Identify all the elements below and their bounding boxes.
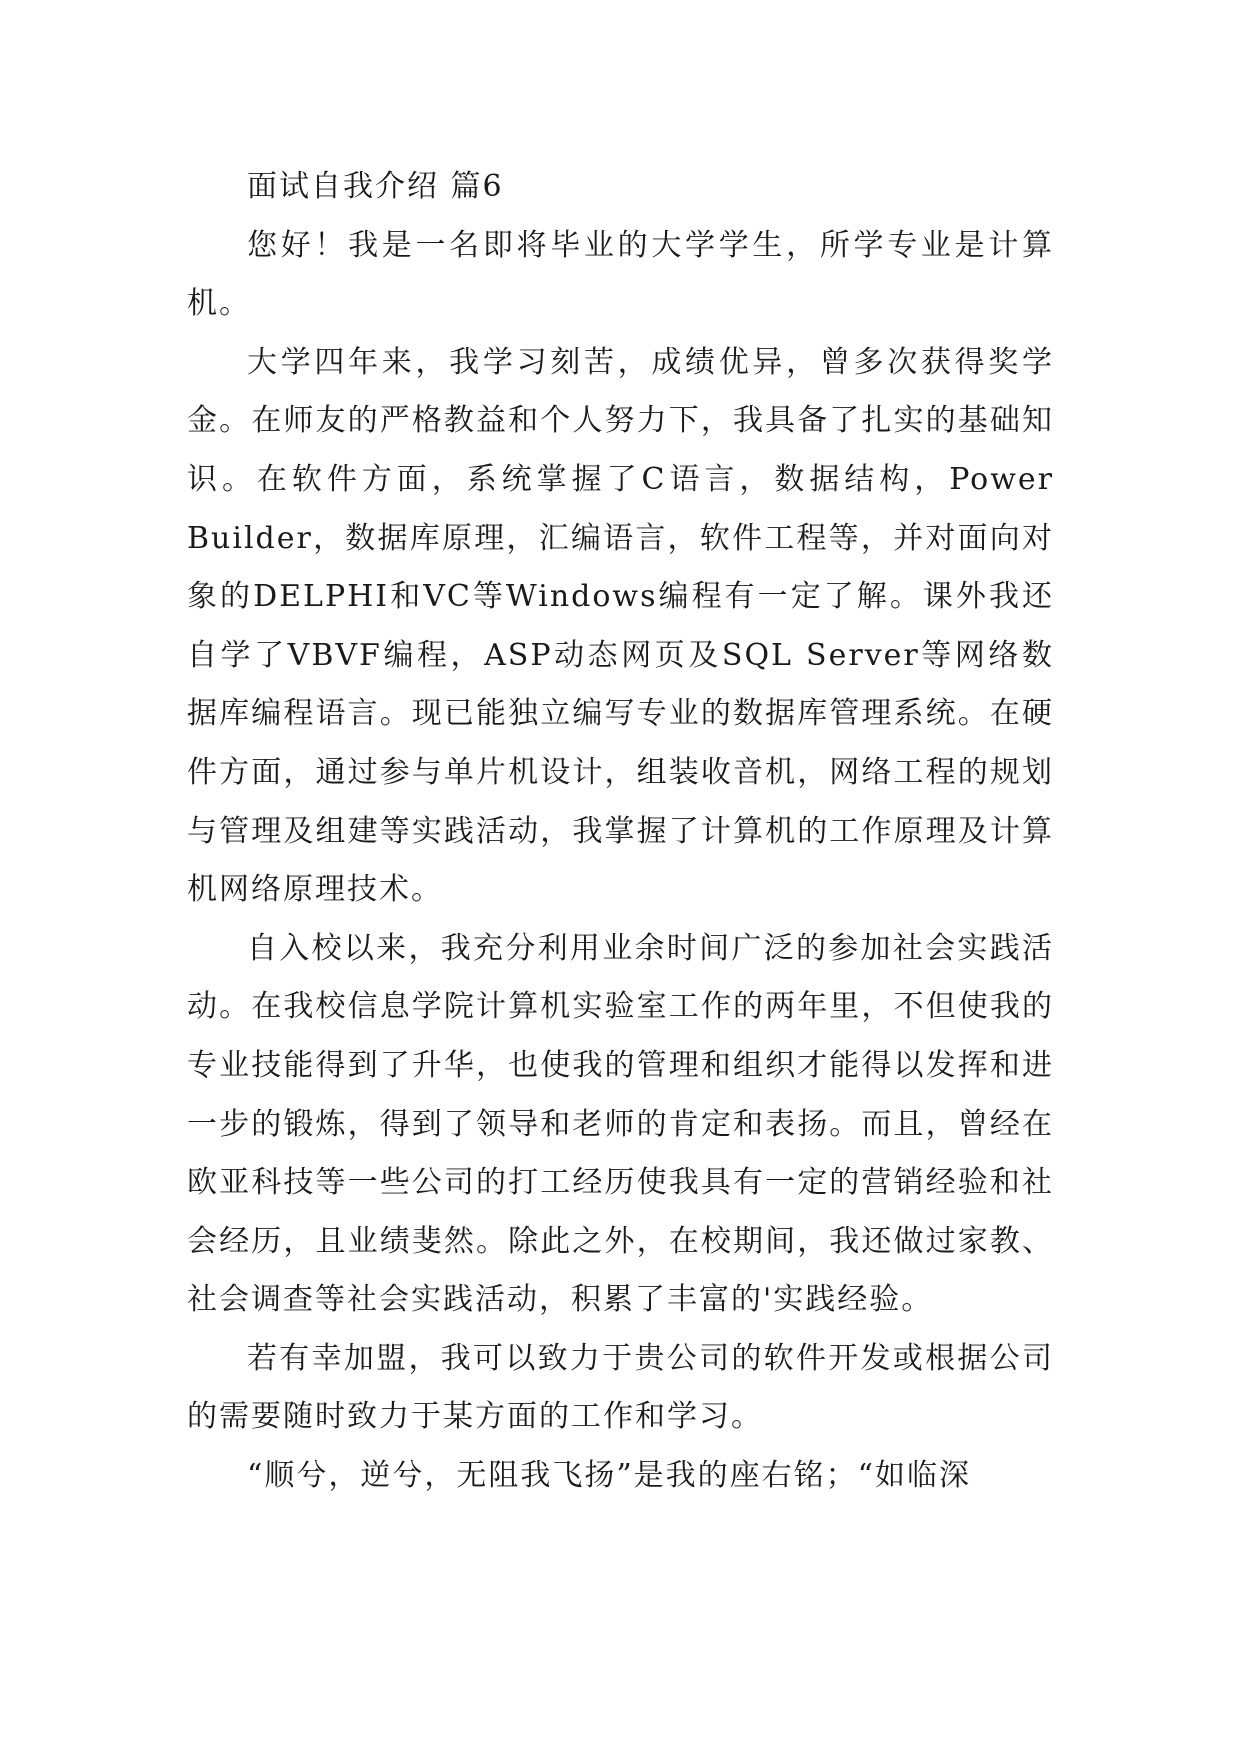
paragraph-practice: 自入校以来，我充分利用业余时间广泛的参加社会实践活动。在我校信息学院计算机实验室工作的两年里，不但使我的专业技能得到了升华，也使我的管理和组织才能得以发挥和进一步的锻炼，得到了领导和老师的肯定和表扬。而且，曾经在欧亚科技等一些公司的打工经历使我具有一定的营销经验和社会经历，且业绩斐然。除此之外，在校期间，我还做过家教、社会调查等社会实践活动，积累了丰富的'实践经验。: [187, 930, 1054, 1318]
paragraph-greeting: 您好！我是一名即将毕业的大学学生，所学专业是计算机。: [187, 227, 1054, 322]
section-heading: 面试自我介绍 篇6: [247, 169, 504, 204]
document-body: [187, 158, 1054, 1506]
paragraph-aspiration: 若有幸加盟，我可以致力于贵公司的软件开发或根据公司的需要随时致力于某方面的工作和学习。: [187, 1340, 1054, 1435]
paragraph-education: 大学四年来，我学习刻苦，成绩优异，曾多次获得奖学金。在师友的严格教益和个人努力下，我具备了扎实的基础知识。在软件方面，系统掌握了C语言，数据结构，Power Builder，数据库原理，汇编语言，软件工程等，并对面向对象的DELPHI和VC等Windows编程有一定了解。课外我还自学了VBVF编程，ASP动态网页及SQL Server等网络数据库编程语言。现已能独立编写专业的数据库管理系统。在硬件方面，通过参与单片机设计，组装收音机，网络工程的规划与管理及组建等实践活动，我掌握了计算机的工作原理及计算机网络原理技术。: [187, 344, 1054, 908]
paragraph-motto: “顺兮，逆兮，无阻我飞扬”是我的座右铭；“如临深: [247, 1458, 972, 1494]
